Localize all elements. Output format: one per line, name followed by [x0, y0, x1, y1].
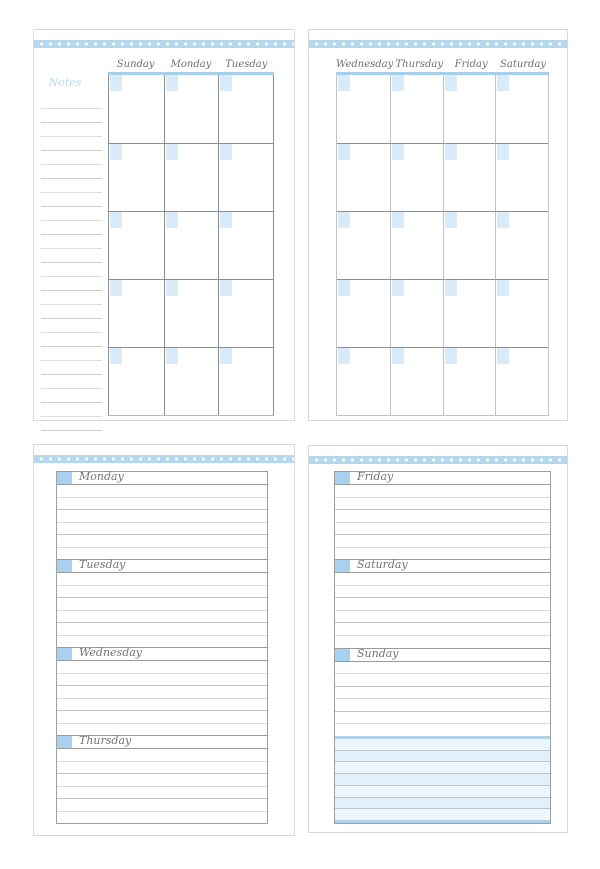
day-header	[57, 647, 267, 661]
day-color-square	[57, 736, 72, 748]
dotted-ribbon	[309, 40, 567, 48]
writing-lines	[335, 573, 550, 647]
date-number-square	[497, 212, 509, 228]
monthly-page-left	[33, 29, 295, 421]
calendar-day-cell	[337, 211, 390, 279]
calendar-day-cell	[495, 75, 548, 143]
date-number-square	[445, 348, 457, 364]
date-number-square	[166, 144, 178, 160]
date-number-square	[497, 348, 509, 364]
writing-lines	[335, 662, 550, 736]
calendar-day-cell	[109, 75, 164, 143]
notes-line	[41, 417, 102, 431]
day-header-thursday: Thursday	[395, 59, 443, 70]
day-header	[335, 471, 550, 485]
date-number-square	[220, 144, 232, 160]
calendar-day-cell	[164, 211, 219, 279]
writing-line	[57, 598, 267, 611]
calendar-day-cell	[390, 347, 443, 415]
notes-block-row	[335, 774, 550, 786]
notes-block-row	[335, 798, 550, 810]
day-header-monday: Monday	[170, 59, 212, 70]
date-number-square	[392, 348, 404, 364]
notes-line	[41, 319, 102, 333]
calendar-day-cell	[337, 347, 390, 415]
day-section-saturday	[335, 559, 550, 647]
calendar-day-cell	[164, 75, 219, 143]
weekly-page-left	[33, 444, 295, 836]
writing-lines	[57, 661, 267, 735]
dotted-ribbon	[34, 40, 294, 48]
day-name: Friday	[357, 470, 394, 483]
dotted-ribbon	[309, 456, 567, 464]
writing-line	[335, 510, 550, 523]
notes-line	[41, 249, 102, 263]
writing-line	[57, 523, 267, 536]
date-number-square	[338, 348, 350, 364]
day-name: Thursday	[79, 734, 132, 747]
calendar-day-cell	[390, 75, 443, 143]
calendar-day-cell	[164, 347, 219, 415]
day-header	[57, 735, 267, 749]
day-header-tuesday: Tuesday	[225, 59, 268, 70]
notes-line	[41, 277, 102, 291]
day-name: Monday	[79, 470, 124, 483]
writing-line	[335, 523, 550, 536]
writing-line	[57, 774, 267, 787]
notes-block-row	[335, 809, 550, 820]
writing-lines	[57, 573, 267, 647]
date-number-square	[392, 75, 404, 91]
notes-line	[41, 151, 102, 165]
writing-line	[335, 611, 550, 624]
notes-line	[41, 305, 102, 319]
calendar-day-cell	[337, 143, 390, 211]
date-number-square	[220, 75, 232, 91]
writing-line	[335, 687, 550, 700]
notes-line	[41, 389, 102, 403]
date-number-square	[110, 75, 122, 91]
calendar-day-cell	[443, 279, 496, 347]
calendar-day-cell	[164, 143, 219, 211]
writing-line	[335, 724, 550, 736]
calendar-day-cell	[218, 347, 273, 415]
writing-line	[335, 674, 550, 687]
day-headers-row	[336, 58, 549, 72]
notes-line	[41, 221, 102, 235]
calendar-day-cell	[390, 279, 443, 347]
notes-line	[41, 137, 102, 151]
day-color-square	[335, 560, 350, 572]
day-color-square	[57, 648, 72, 660]
calendar-day-cell	[337, 279, 390, 347]
day-color-square	[335, 649, 350, 661]
calendar-day-cell	[164, 279, 219, 347]
calendar-day-cell	[218, 279, 273, 347]
notes-block-row	[335, 751, 550, 763]
date-number-square	[166, 75, 178, 91]
calendar-day-cell	[109, 347, 164, 415]
writing-line	[335, 699, 550, 712]
date-number-square	[445, 212, 457, 228]
writing-line	[57, 586, 267, 599]
day-color-square	[57, 560, 72, 572]
date-number-square	[392, 144, 404, 160]
writing-line	[335, 712, 550, 725]
writing-line	[57, 699, 267, 712]
writing-line	[335, 598, 550, 611]
day-section-thursday	[57, 735, 267, 823]
day-section-wednesday	[57, 647, 267, 735]
writing-line	[57, 510, 267, 523]
notes-line	[41, 207, 102, 221]
date-number-square	[110, 280, 122, 296]
calendar-day-cell	[495, 211, 548, 279]
day-header	[57, 471, 267, 485]
writing-line	[335, 573, 550, 586]
writing-line	[57, 787, 267, 800]
writing-line	[57, 762, 267, 775]
day-header-sunday: Sunday	[116, 59, 155, 70]
writing-line	[57, 535, 267, 548]
day-section-friday	[335, 471, 550, 559]
weekly-page-right	[308, 445, 568, 833]
calendar-day-cell	[443, 143, 496, 211]
date-number-square	[497, 144, 509, 160]
day-section-monday	[57, 471, 267, 559]
calendar-day-cell	[337, 75, 390, 143]
writing-line	[57, 674, 267, 687]
date-number-square	[338, 144, 350, 160]
calendar-day-cell	[390, 143, 443, 211]
writing-lines	[57, 485, 267, 559]
calendar-day-cell	[109, 143, 164, 211]
day-header-wednesday: Wednesday	[336, 59, 394, 70]
writing-line	[57, 623, 267, 636]
writing-line	[57, 711, 267, 724]
writing-line	[57, 749, 267, 762]
writing-line	[335, 623, 550, 636]
calendar-day-cell	[443, 211, 496, 279]
notes-line	[41, 333, 102, 347]
date-number-square	[110, 348, 122, 364]
writing-line	[335, 586, 550, 599]
writing-line	[57, 812, 267, 824]
calendar-day-cell	[443, 347, 496, 415]
notes-line	[41, 361, 102, 375]
notes-line	[41, 263, 102, 277]
notes-label: Notes	[48, 76, 82, 89]
notes-line	[41, 109, 102, 123]
notes-line	[41, 193, 102, 207]
calendar-day-cell	[495, 279, 548, 347]
writing-lines	[57, 749, 267, 823]
calendar-day-cell	[109, 279, 164, 347]
dotted-ribbon	[34, 455, 294, 463]
notes-line	[41, 291, 102, 305]
date-number-square	[392, 280, 404, 296]
notes-line	[41, 95, 102, 109]
day-header-friday: Friday	[454, 59, 488, 70]
date-number-square	[392, 212, 404, 228]
date-number-square	[338, 75, 350, 91]
calendar-day-cell	[218, 211, 273, 279]
writing-line	[57, 498, 267, 511]
date-number-square	[220, 212, 232, 228]
calendar-day-cell	[218, 75, 273, 143]
notes-line	[41, 123, 102, 137]
date-number-square	[497, 75, 509, 91]
date-number-square	[338, 212, 350, 228]
day-name: Saturday	[357, 558, 408, 572]
writing-line	[57, 799, 267, 812]
date-number-square	[497, 280, 509, 296]
day-name: Wednesday	[79, 646, 143, 659]
notes-line	[41, 375, 102, 389]
day-name: Sunday	[357, 646, 399, 660]
calendar-grid	[108, 75, 274, 416]
notes-block-row	[335, 739, 550, 751]
date-number-square	[338, 280, 350, 296]
weekly-entries-box	[334, 471, 551, 824]
notes-line	[41, 403, 102, 417]
day-header	[335, 559, 550, 573]
writing-line	[335, 662, 550, 675]
writing-line	[57, 485, 267, 498]
day-name: Tuesday	[79, 558, 126, 571]
writing-line	[57, 686, 267, 699]
date-number-square	[110, 212, 122, 228]
notes-ruled-lines	[41, 95, 102, 431]
calendar-block	[108, 58, 274, 416]
notes-block-row	[335, 762, 550, 774]
day-color-square	[57, 472, 72, 484]
calendar-day-cell	[390, 211, 443, 279]
date-number-square	[166, 280, 178, 296]
notes-line	[41, 165, 102, 179]
day-section-tuesday	[57, 559, 267, 647]
date-number-square	[220, 348, 232, 364]
calendar-day-cell	[495, 347, 548, 415]
day-header-saturday: Saturday	[500, 59, 547, 70]
day-color-square	[335, 472, 350, 484]
calendar-day-cell	[495, 143, 548, 211]
weekend-notes-block	[335, 736, 550, 823]
notes-line	[41, 347, 102, 361]
writing-lines	[335, 485, 550, 559]
date-number-square	[166, 212, 178, 228]
writing-line	[335, 498, 550, 511]
calendar-grid	[336, 75, 549, 416]
notes-block-row	[335, 786, 550, 798]
date-number-square	[220, 280, 232, 296]
date-number-square	[445, 75, 457, 91]
notes-line	[41, 235, 102, 249]
day-section-sunday	[335, 648, 550, 736]
calendar-block	[336, 58, 549, 416]
date-number-square	[445, 280, 457, 296]
writing-line	[335, 535, 550, 548]
calendar-day-cell	[109, 211, 164, 279]
date-number-square	[445, 144, 457, 160]
date-number-square	[110, 144, 122, 160]
day-headers-row	[108, 58, 274, 72]
day-header	[57, 559, 267, 573]
calendar-day-cell	[443, 75, 496, 143]
monthly-page-right	[308, 29, 568, 421]
writing-line	[57, 661, 267, 674]
writing-line	[57, 611, 267, 624]
weekly-entries-box	[56, 471, 268, 824]
date-number-square	[166, 348, 178, 364]
calendar-day-cell	[218, 143, 273, 211]
writing-line	[57, 573, 267, 586]
day-header	[335, 648, 550, 662]
notes-line	[41, 179, 102, 193]
writing-line	[335, 485, 550, 498]
